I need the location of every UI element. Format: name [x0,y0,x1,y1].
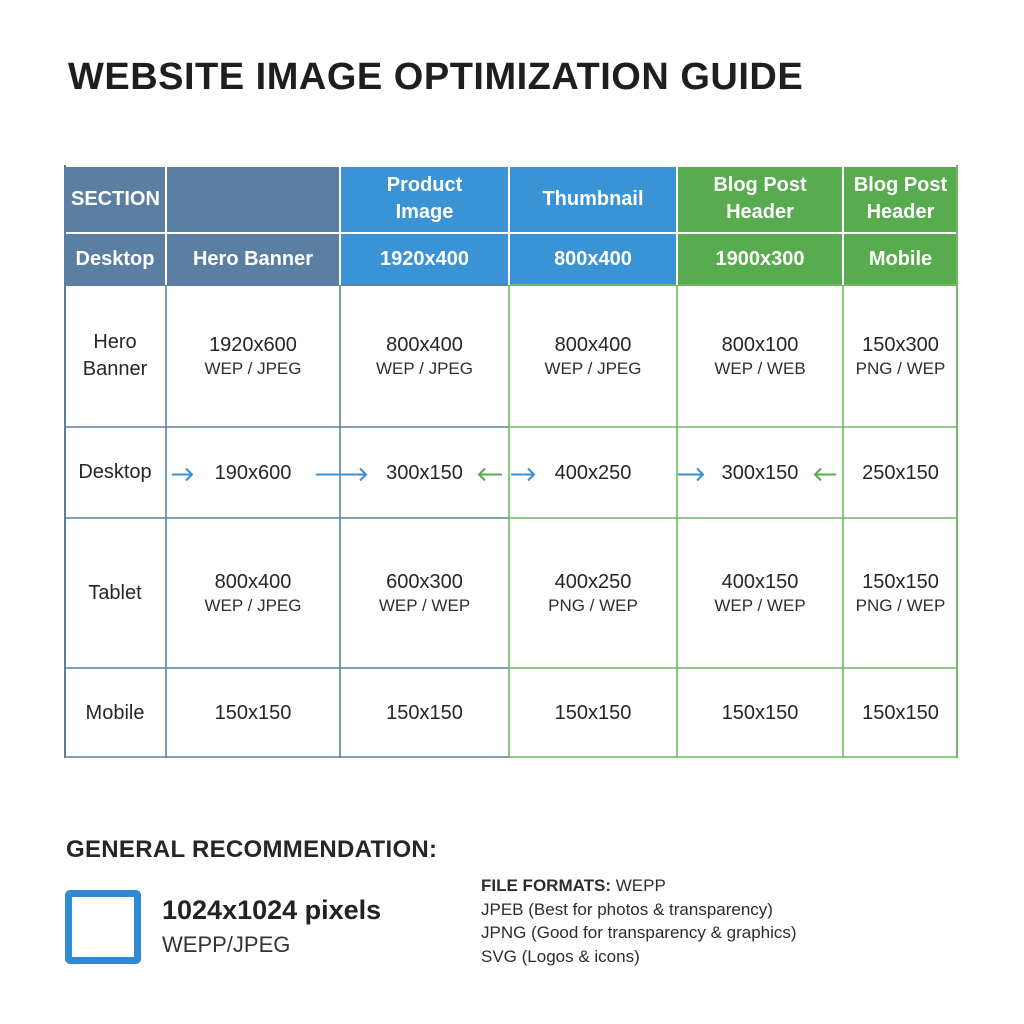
cell-size: 150x150 [862,702,939,724]
subheader-label: 1900x300 [715,247,805,270]
file-format-line: JPEB (Best for photos & transparency) [481,899,773,919]
cell-format: WEP / JPEG [204,358,302,378]
file-formats-value: WEPP [611,876,666,895]
cell-format: WEP / WEP [378,595,471,615]
cell-size: 1920x600 [209,333,297,356]
cell-size: 800x400 [554,333,632,356]
optimization-table [64,165,958,758]
recommendation-title: GENERAL RECOMMENDATION: [66,836,438,863]
arrow-right-icon [678,469,703,481]
cell-format: WEP / JPEG [544,358,642,378]
header-label: Product Image [386,174,463,223]
cell-size: 150x150 [386,702,463,724]
cell-format: WEP / WEP [714,595,806,615]
subheader-label: Desktop [75,247,155,270]
recommended-format: WEPP/JPEG [162,932,291,957]
cell-format: WEP / JPEG [376,358,473,378]
row-label-text: Mobile [85,701,145,724]
table-grid-lines [64,165,958,758]
cell-size: 150x150 [862,570,939,593]
subheader-label: Mobile [868,247,933,270]
arrow-left-icon [479,469,502,481]
subheader-label: 800x400 [554,247,632,270]
cell-size: 800x100 [721,333,799,356]
cell-format: WEP / JPEG [204,595,302,615]
file-formats-label: FILE FORMATS: [481,876,611,895]
cell-size: 400x250 [554,570,632,593]
header-label: Thumbnail [542,187,644,210]
row-label-text: Desktop [78,461,152,483]
cell-size: 600x300 [386,570,463,593]
header-label: Blog Post Header [713,174,807,223]
cell-size: 150x300 [862,333,939,356]
arrow-left-icon [815,469,836,481]
cell-size: 400x150 [721,570,799,593]
subheader-label: Hero Banner [192,247,314,270]
cell-size: 150x150 [214,702,292,724]
cell-size: 400x250 [554,461,632,484]
cell-size: 800x400 [386,333,463,356]
cell-size: 300x150 [721,461,799,484]
cell-format: PNG / WEP [855,595,946,615]
cell-format: WEP / WEB [714,358,806,378]
cell-size: 800x400 [214,570,292,593]
header-label: Blog Post Header [853,174,948,223]
arrow-right-icon [316,469,366,481]
file-formats-heading [481,874,797,898]
cell-format: PNG / WEP [548,595,638,615]
file-format-line: SVG (Logos & icons) [481,946,640,966]
arrow-right-icon [511,469,534,481]
file-formats [481,874,797,968]
row-label-text: Hero Banner [82,331,148,380]
cell-size: 150x150 [721,702,799,724]
cell-size: 190x600 [214,461,292,484]
recommended-size: 1024x1024 pixels [162,895,382,925]
arrow-right-icon [172,469,192,481]
subheader-label: 1920x400 [380,247,469,270]
file-format-line: JPNG (Good for transparency & graphics) [481,923,797,942]
cell-size: 150x150 [554,702,632,724]
image-frame-icon [65,890,141,964]
header-label: SECTION [71,187,160,210]
page-title: WEBSITE IMAGE OPTIMIZATION GUIDE [68,56,804,98]
cell-size: 250x150 [862,461,939,484]
cell-format: PNG / WEP [855,358,946,378]
row-label-text: Tablet [88,581,142,604]
cell-size: 300x150 [386,461,463,484]
